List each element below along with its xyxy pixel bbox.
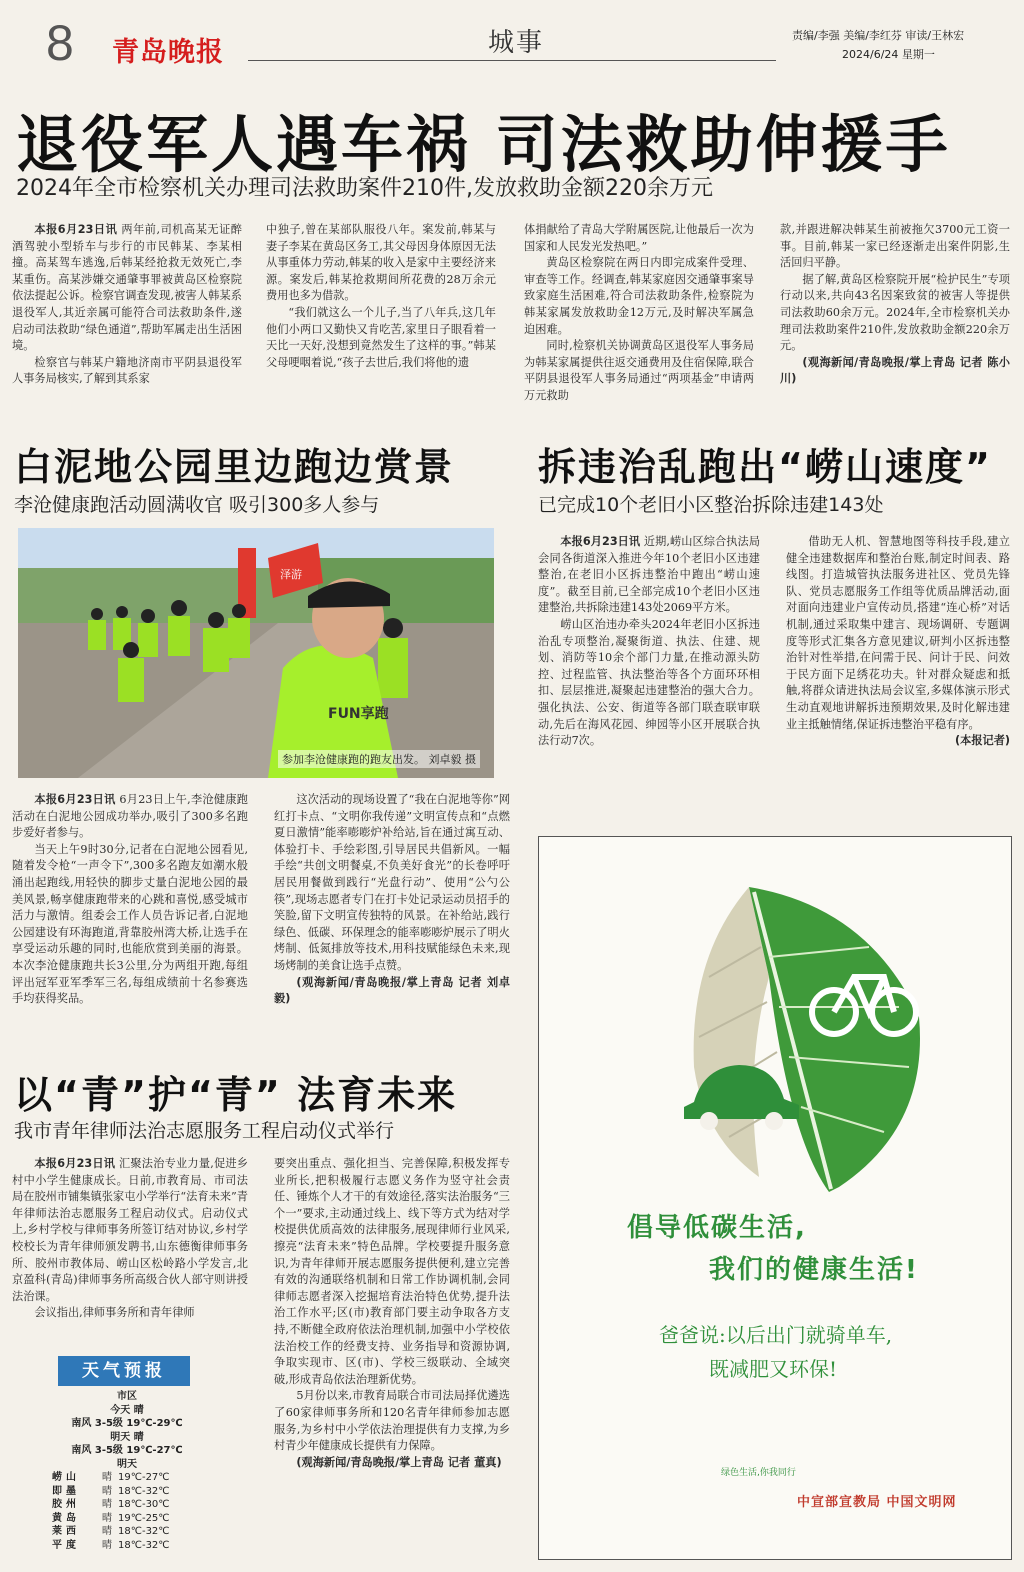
- story1-text-d: “我们就这么一个儿子,当了八年兵,这几年他们小两口又勤快又肯吃苦,家里日子眼看着一天比一天好,没想到竟然发生了这样的事。”韩某父母哽咽着说,“孩子去世后,我们将他的遗: [266, 305, 496, 369]
- weather-tomorrow-label: 明天: [117, 1458, 137, 1470]
- story4-text-a: 汇聚法治专业力量,促进乡村中小学生健康成长。日前,市教育局、市司法局在胶州市铺集镇张家屯小学举行“法育未来”青年律师法治志愿服务工程启动仪式。启动仪式上,乡村学校与律师事务所签订结对协议,乡村学校校长为青年律师颁发聘书,山东德衡律师事务所、胶州市教体局、崂山区松岭路小学发言,北京盈科(青岛)律师事务所高级合伙人部守则讲授法治课。: [12, 1157, 248, 1303]
- story1-text-h: 款,并跟进解决韩某生前被拖欠3700元工资一事。目前,韩某一家已经逐渐走出案件阴影,生活回归平静。: [780, 223, 1010, 270]
- story2-col2: [274, 792, 510, 1052]
- ad-line4: 既减肥又环保!: [709, 1357, 838, 1381]
- weather-tomorrow: 明天 晴: [110, 1431, 144, 1443]
- editors-credit: 责编/李强 美编/李红芬 审读/王林宏: [792, 29, 965, 42]
- photo-caption: 参加李沧健康跑的跑友出发。 刘卓毅 摄: [278, 750, 480, 768]
- story3-col2: [786, 534, 1010, 810]
- weather-tomorrow-detail: 南风 3-5级 19℃-27℃: [71, 1445, 183, 1456]
- story2-headline: 白泥地公园里边跑边赏景: [14, 445, 455, 489]
- story1-text-f: 黄岛区检察院在两日内即完成案件受理、审查等工作。经调查,韩某家庭因交通肇事案导致家庭生活困难,符合司法救助条件,检察院为韩某家属发放救助金12万元,及时解决军属急迫困难。: [524, 256, 754, 336]
- weather-district-row: 黄岛 晴 19℃-25℃: [52, 1512, 170, 1524]
- header-rule: [248, 60, 776, 61]
- weather-district-row: 胶州 晴 18℃-30℃: [52, 1499, 170, 1510]
- story3-lead: 本报6月23日讯: [560, 535, 641, 548]
- story4-subheadline: 我市青年律师法治志愿服务工程启动仪式举行: [14, 1120, 395, 1142]
- ad-orgs: 中宣部宣教局 中国文明网: [797, 1495, 957, 1510]
- story1-headline: 退役军人遇车祸 司法救助伸援手: [16, 108, 951, 181]
- story3-text-c: 借助无人机、智慧地图等科技手段,建立健全违建数据库和整治台账,制定时间表、路线图。打造城管执法服务进社区、党员先锋队、党员志愿服务工作组等优质品牌活动,面对面向违建业户宣传动员,搭建“连心桥”对话机制,通过采取集中建言、现场调研、专题调度等形式汇集各方意见建议,研判小区拆违整治针对性举措,在问需于民、问计于民、问效于民方面下足绣花功夫。针对群众疑虑和抵触,将群众请进执法局会议室,多媒体演示形式生动直观地讲解拆违预期效果,及时化解违建业主抵触情绪,保证拆违整治平稳有序。: [786, 535, 1010, 731]
- story4-col2: [274, 1156, 510, 1560]
- leaf-illustration: [539, 837, 1013, 1197]
- story2-subheadline: 李沧健康跑活动圆满收官 吸引300多人参与: [14, 494, 380, 516]
- story3-credit: (本报记者): [955, 734, 1010, 748]
- weather-city-label: 市区: [117, 1391, 137, 1402]
- story1-subheadline: 2024年全市检察机关办理司法救助案件210件,发放救助金额220余万元: [16, 176, 713, 201]
- page-number: 8: [46, 15, 74, 71]
- shirt-text: FUN享跑: [328, 706, 389, 722]
- weather-district-row: 即墨 晴 18℃-32℃: [52, 1485, 170, 1497]
- story3-text-a: 近期,崂山区综合执法局会同各街道深入推进今年10个老旧小区违建整治,在老旧小区拆违整治中跑出“崂山速度”。截至目前,已全部完成10个老旧小区违建整治,共拆除违建143处2069平方米。: [538, 535, 760, 615]
- story2-text-a: 6月23日上午,李沧健康跑活动在白泥地公园成功举办,吸引了300多名跑步爱好者参与。: [12, 793, 248, 840]
- weather-today-detail: 南风 3-5级 19℃-29℃: [71, 1418, 183, 1429]
- ad-line2: 我们的健康生活!: [709, 1255, 919, 1285]
- story1-text-i: 据了解,黄岛区检察院开展“检护民生”专项行动以来,共向43名因案致贫的被害人等提供司法救助60余万元。2024年,全市检察机关办理司法救助案件210件,发放救助金额220余万元。: [780, 272, 1010, 353]
- banner-text: 泽游: [280, 568, 302, 581]
- story2-col1: [12, 792, 248, 1052]
- story3-col1: [538, 534, 760, 810]
- header-meta: [792, 26, 964, 64]
- ad-slogan: 绿色生活,你我同行: [721, 1468, 796, 1478]
- story2-lead: 本报6月23日讯: [34, 793, 116, 806]
- public-service-ad: [538, 836, 1012, 1560]
- story4-text-b: 会议指出,律师事务所和青年律师: [34, 1306, 195, 1320]
- story2-text-c: 这次活动的现场设置了“我在白泥地等你”网红打卡点、“文明你我传递”文明宣传点和“点燃夏日激情”能率嘭嘭炉补给站,旨在通过寓互动、体验打卡、手绘彩图,引导居民共倡新风。一幅手绘“共创文明餐桌,不负美好食光”的长卷呼吁居民用餐做到践行“光盘行动”、使用“公勺公筷”,现场志愿者专门在打卡处记录运动员招手的笑脸,留下文明宣传独特的风景。在补给站,践行绿色、低碳、环保理念的能率嘭嘭炉展示了明火烤制、低氮排放等技术,用科技赋能绿色未来,现场烤制的美食让选手点赞。: [274, 793, 510, 972]
- story1-text-c: 中独子,曾在某部队服役八年。案发前,韩某与妻子李某在黄岛区务工,其父母因身体原因无法从事重体力劳动,韩某的收入是家中主要经济来源。案发后,韩某抢救期间所花费的28万余元费用也多为借款。: [266, 223, 496, 303]
- newspaper-logo: 青岛晚报: [112, 37, 224, 68]
- weather-today: 今天 晴: [110, 1404, 144, 1416]
- story1-text-b: 检察官与韩某户籍地济南市平阴县退役军人事务局核实,了解到其系家: [12, 355, 242, 386]
- story3-headline: 拆违治乱跑出“崂山速度”: [538, 445, 992, 489]
- story1-col3: [524, 222, 754, 416]
- running-photo: [18, 528, 494, 778]
- story2-text-b: 当天上午9时30分,记者在白泥地公园看见,随着发令枪“一声令下”,300多名跑友如潮水般涌出起跑线,用轻快的脚步丈量白泥地公园的最美风景,畅享健康跑带来的心跳和喜悦,感受城市活力与激情。组委会工作人员告诉记者,白泥地公园建设有环海跑道,背靠胶州湾大桥,让选手在享受运动乐趣的同时,也能欣赏到美丽的海景。本次李沧健康跑共长3公里,分为两组开跑,每组评出冠军亚军季军三名,每组成绩前十名参赛选手均获得奖品。: [12, 842, 248, 1006]
- running-photo-illustration: [18, 528, 494, 778]
- story4-text-d: 5月份以来,市教育局联合市司法局择优遴选了60家律师事务所和120名青年律师参加志愿服务,为乡村中小学依法治理提供有力支撑,为乡村青少年健康成长提供有力保障。: [274, 1389, 510, 1453]
- story1-col1: [12, 222, 242, 416]
- story1-text-a: 两年前,司机高某无证醉酒驾驶小型轿车与步行的市民韩某、李某相撞。高某驾车逃逸,后韩某经抢救无效死亡,李某重伤。高某涉嫌交通肇事罪被黄岛区检察院依法提起公诉。检察官调查发现,被害人韩某系退役军人,其近亲属可能符合司法救助条件,遂启动司法救助“绿色通道”,帮助军属走出生活困境。: [12, 223, 242, 353]
- story2-credit: (观海新闻/青岛晚报/掌上青岛 记者 刘卓毅): [274, 975, 510, 1006]
- story1-col2: [266, 222, 496, 416]
- story1-col4: [780, 222, 1010, 416]
- ad-line3: 爸爸说:以后出门就骑单车,: [659, 1323, 893, 1347]
- weather-title: 天气预报: [58, 1356, 190, 1386]
- weather-district-row: 崂山 晴 19℃-27℃: [52, 1472, 170, 1483]
- story3-subheadline: 已完成10个老旧小区整治拆除违建143处: [538, 494, 884, 516]
- story4-lead: 本报6月23日讯: [34, 1157, 116, 1170]
- issue-date: 2024/6/24 星期一: [842, 48, 935, 61]
- story4-credit: (观海新闻/青岛晚报/掌上青岛 记者 董真): [296, 1455, 502, 1469]
- story4-headline: 以“青”护“青” 法育未来: [14, 1073, 458, 1117]
- section-title: 城事: [488, 28, 545, 58]
- story1-lead: 本报6月23日讯: [34, 223, 118, 236]
- story4-col1: [12, 1156, 248, 1348]
- weather-district-row: 莱西 晴 18℃-32℃: [52, 1526, 170, 1537]
- story1-text-g: 同时,检察机关协调黄岛区退役军人事务局为韩某家属提供往返交通费用及住宿保障,联合平阴县退役军人事务局通过“两项基金”申请两万元救助: [524, 339, 754, 402]
- story1-credit: (观海新闻/青岛晚报/掌上青岛 记者 陈小川): [780, 355, 1010, 386]
- ad-line1: 倡导低碳生活,: [627, 1213, 807, 1243]
- weather-box: [52, 1390, 202, 1552]
- weather-district-row: 平度 晴 18℃-32℃: [52, 1539, 170, 1551]
- story1-text-e: 体捐献给了青岛大学附属医院,让他最后一次为国家和人民发光发热吧。”: [524, 223, 754, 253]
- story4-text-c: 要突出重点、强化担当、完善保障,积极发挥专业所长,把积极履行志愿义务作为竖守社会责任、锤炼个人才干的有效途径,落实法治服务“三个一”要求,主动通过线上、线下等方式为结对学校提供优质高效的法律服务,展现律师行业风采,擦亮“法育未来”特色品牌。学校要提升服务意识,为青年律师开展志愿服务提供便利,建立完善有效的沟通联络机制和日常工作协调机制,会同律师志愿者深入挖掘培育法治特色优势,提升法治工作水平;区(市)教育部门要主动争取各方支持,不断健全政府依法治理机制,加强中小学校依法治校工作的经费支持、业务指导和资源协调,争取实现市、区(市)、学校三级联动、全域突破,形成青岛依法治理新优势。: [274, 1157, 510, 1386]
- story3-text-b: 崂山区治违办牵头2024年老旧小区拆违治乱专项整治,凝聚街道、执法、住建、规划、消防等10余个部门力量,在推动源头防控、过程监管、执法整治等各个方面环环相扣、层层推进,凝聚起违建整治的强大合力。强化执法、公安、街道等各部门联查联审联动,先后在海风花园、绅园等小区开展联合执法行动7次。: [538, 617, 760, 748]
